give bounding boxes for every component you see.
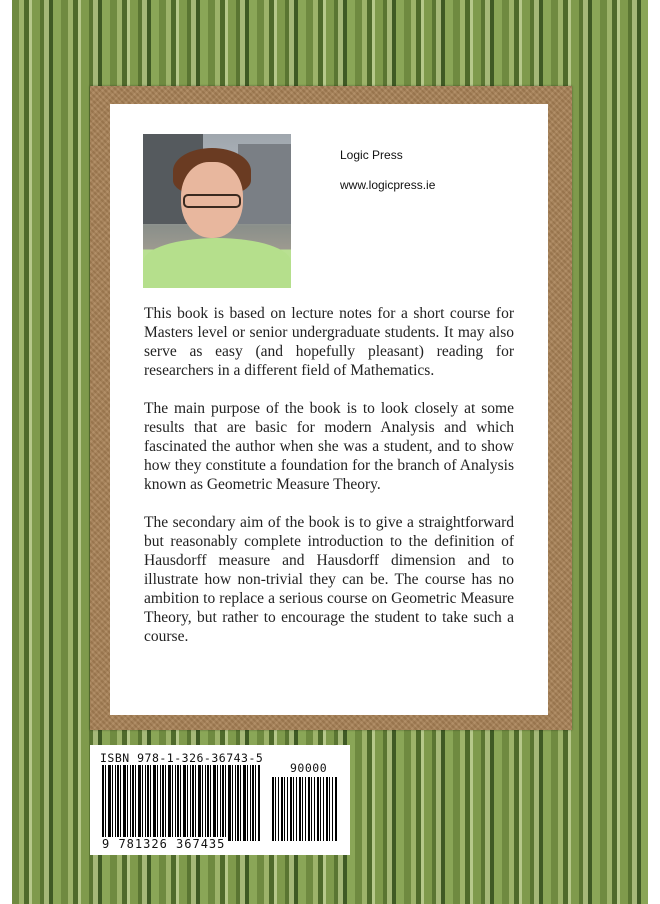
text-panel <box>110 104 548 715</box>
isbn-label: ISBN 978-1-326-36743-5 <box>100 751 264 765</box>
publisher-info <box>340 148 520 208</box>
book-description <box>144 304 514 665</box>
book-back-cover <box>12 0 648 904</box>
price-code: 90000 <box>290 761 328 775</box>
publisher-website: www.logicpress.ie <box>340 178 436 192</box>
publisher-name: Logic Press <box>340 148 403 162</box>
description-paragraph-1: This book is based on lecture notes for a short course for Masters level or senior undergraduate students. It may also serve as easy (and hopefully pleasant) reading for researchers in a different field of Mathematics. <box>144 305 514 379</box>
author-photo <box>143 134 291 288</box>
isbn-barcode <box>90 745 350 855</box>
description-paragraph-3: The secondary aim of the book is to give a straightforward but reasonably complete introduction to the definition of Hausdorff measure and Hausdorff dimension and to illustrate how non-trivial they can be. The course has no ambition to replace a serious course on Geometric Measure Theory, but rather to encourage the student to take such a course. <box>144 514 514 645</box>
description-paragraph-2: The main purpose of the book is to look closely at some results that are basic for modern Analysis and which fascinated the author when she was a student, and to show how they constitute a foundation for the branch of Analysis known as Geometric Measure Theory. <box>144 400 514 493</box>
barcode-bars <box>102 765 260 841</box>
barcode-digits: 9 781326 367435 <box>102 837 226 851</box>
barcode-addon-bars <box>272 777 338 841</box>
